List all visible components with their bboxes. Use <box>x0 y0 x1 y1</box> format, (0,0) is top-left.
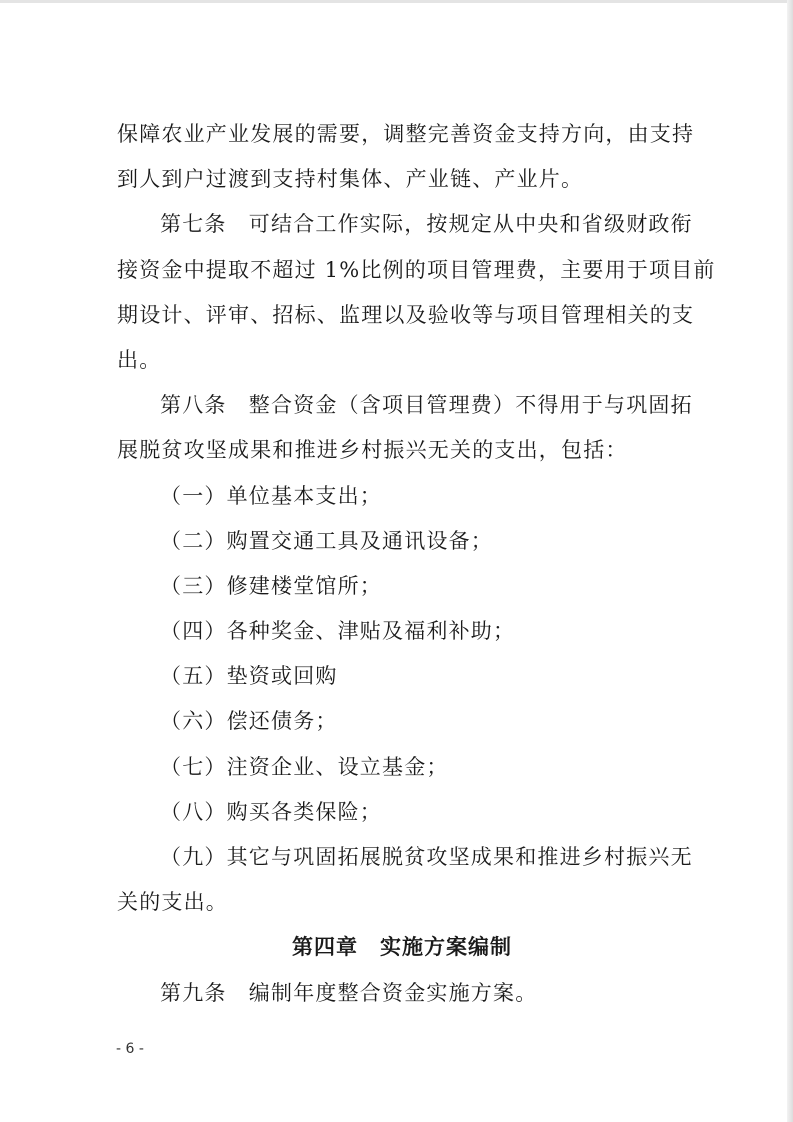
article-seven-line: 出。 <box>117 347 162 372</box>
list-item: （七）注资企业、设立基金； <box>160 754 449 779</box>
article-eight-line: 第八条 整合资金（含项目管理费）不得用于与巩固拓 <box>160 393 693 418</box>
article-seven-line: 第七条 可结合工作实际，按规定从中央和省级财政衔 <box>160 212 693 237</box>
article-nine: 第九条 编制年度整合资金实施方案。 <box>160 980 538 1005</box>
paragraph-line: 保障农业产业发展的需要，调整完善资金支持方向，由支持 <box>117 122 695 146</box>
list-item: （三）修建楼堂馆所； <box>160 573 382 598</box>
list-item: （八）购买各类保险； <box>160 799 382 824</box>
list-item: （四）各种奖金、津贴及福利补助； <box>160 619 516 644</box>
scan-top-edge <box>0 0 793 3</box>
paragraph-line: 到人到户过渡到支持村集体、产业链、产业片。 <box>117 167 584 192</box>
list-item: （一）单位基本支出； <box>160 483 382 508</box>
list-item: （六）偿还债务； <box>160 709 338 734</box>
article-eight-line: 展脱贫攻坚成果和推进乡村振兴无关的支出，包括： <box>117 438 628 463</box>
body-text <box>117 112 716 1016</box>
page-number: - 6 - <box>116 1041 144 1057</box>
list-item-final: 关的支出。 <box>117 890 228 915</box>
article-seven-line: 期设计、评审、招标、监理以及验收等与项目管理相关的支 <box>117 302 695 327</box>
list-item: （二）购置交通工具及通讯设备； <box>160 528 493 553</box>
list-item: （五）垫资或回购 <box>160 664 338 689</box>
list-item-final: （九）其它与巩固拓展脱贫攻坚成果和推进乡村振兴无 <box>160 845 693 869</box>
scan-right-edge <box>787 0 793 1122</box>
article-seven-line: 接资金中提取不超过 1%比例的项目管理费，主要用于项目前 <box>117 257 716 282</box>
chapter-title: 第四章 实施方案编制 <box>292 935 512 960</box>
